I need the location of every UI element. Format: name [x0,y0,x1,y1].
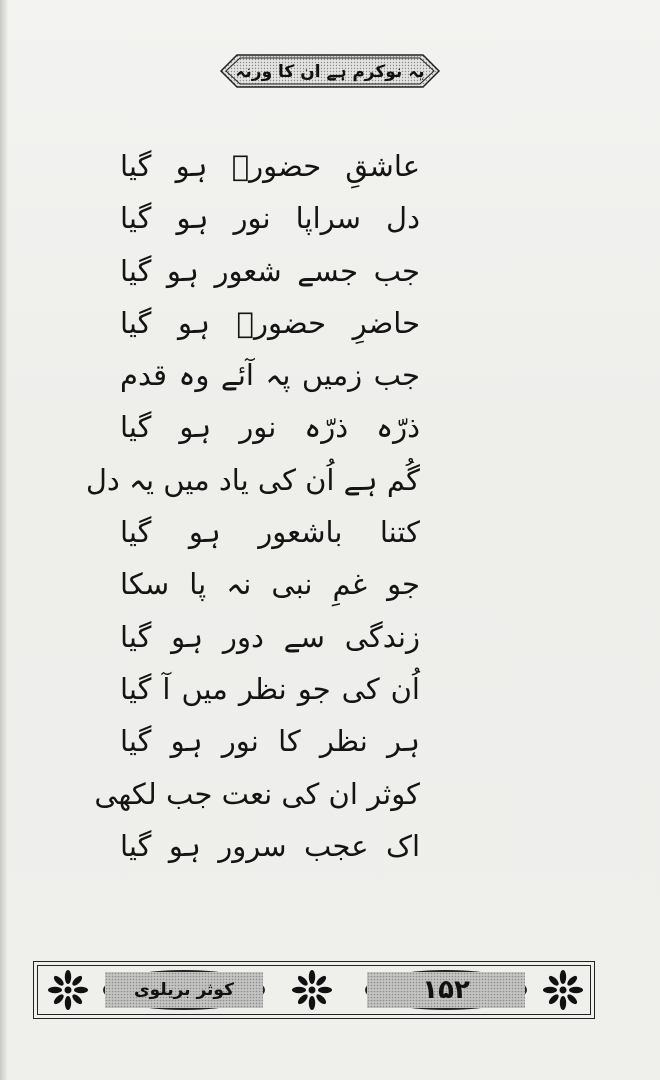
star-ornament-icon [290,968,334,1012]
poet-name: کوثر بریلوی [134,980,234,1000]
poem-line: ہر نظر کا نور ہو گیا [120,724,420,759]
poem-line: اک عجب سرور ہو گیا [120,828,420,863]
poem-line: زندگی سے دور ہو گیا [120,619,420,654]
poet-name-oval [103,970,265,1010]
poem-line: ذرّہ ذرّہ نور ہو گیا [120,410,420,445]
poem-line: جب جسے شعور ہو گیا [120,253,420,288]
poem-line: عاشقِ حضورؐ ہو گیا [120,149,420,183]
poem-line: دل سراپا نور ہو گیا [120,201,420,236]
star-ornament-icon [541,968,585,1012]
poem-line: گُم ہے اُن کی یاد میں یہ دل [85,462,420,497]
star-ornament-icon [46,968,90,1012]
poem-line: اُن کی جو نظر میں آ گیا [120,671,420,706]
poem [85,140,420,872]
poem-line: کتنا باشعور ہو گیا [120,515,420,550]
poem-line: حاضرِ حضورؐ ہو گیا [120,305,420,340]
page-number: ۱۵۲ [422,975,470,1005]
page-number-oval [365,970,527,1010]
header-title: یہ نوکرم ہے ان کا ورنہ [235,61,425,82]
poem-line: کوثر ان کی نعت جب لکھی [94,776,420,811]
poem-line: جب زمیں پہ آئے وہ قدم [120,358,420,393]
binding-shadow [0,0,8,1080]
poem-line: جو غمِ نبی نہ پا سکا [120,567,420,602]
header-banner [215,52,445,90]
